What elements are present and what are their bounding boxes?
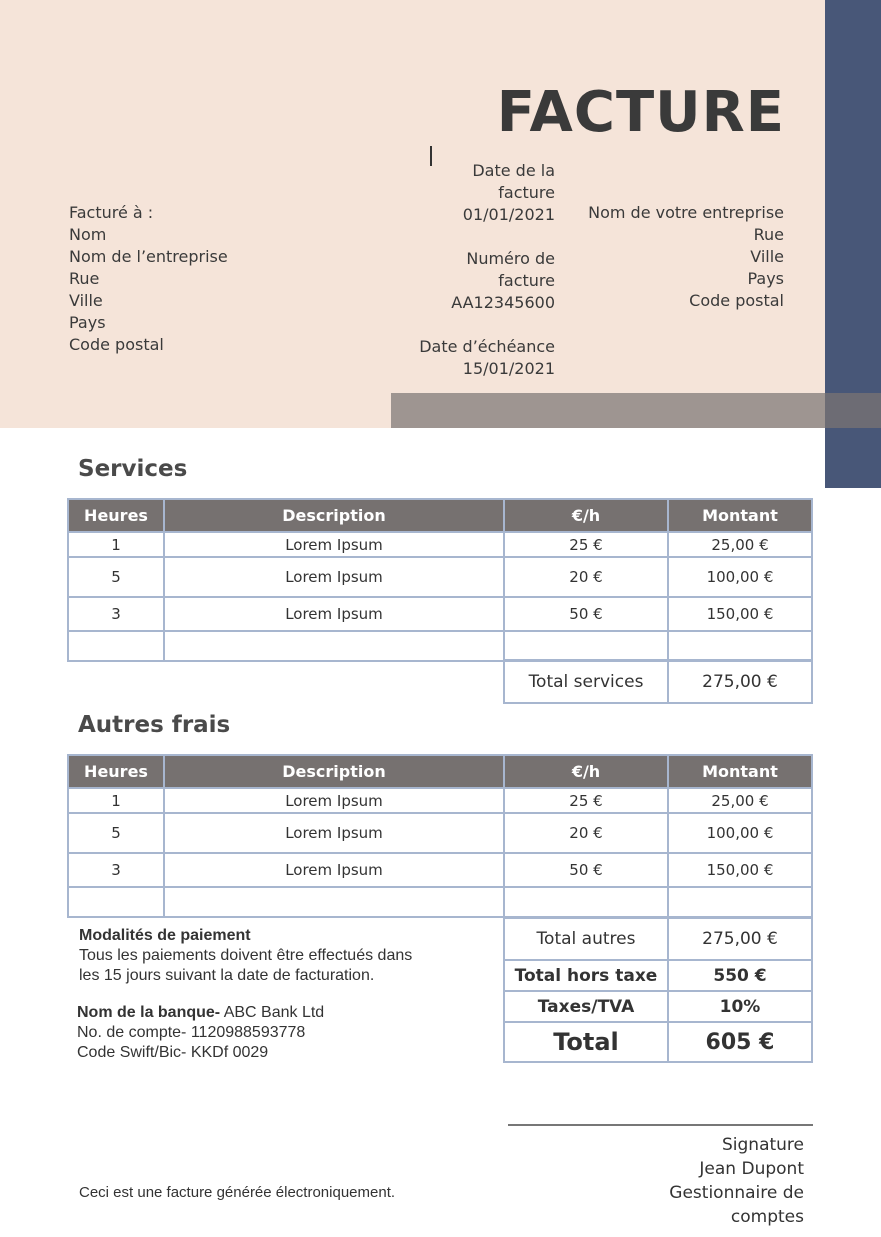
cell-rate: 20 € bbox=[504, 813, 668, 853]
signer-role-line-1: Gestionnaire de bbox=[669, 1183, 804, 1203]
bank-name-value: ABC Bank Ltd bbox=[220, 1004, 325, 1021]
bank-details-block bbox=[77, 1003, 324, 1063]
table-row bbox=[68, 597, 812, 631]
col-header-description: Description bbox=[164, 755, 504, 788]
cell-hours: 1 bbox=[68, 532, 164, 557]
decorative-grey-band bbox=[391, 393, 825, 428]
cell-hours: 5 bbox=[68, 813, 164, 853]
invoice-number-label-2: facture bbox=[498, 271, 555, 290]
payment-terms-line-2: les 15 jours suivant la date de facturation. bbox=[79, 967, 375, 984]
signer-name: Jean Dupont bbox=[699, 1159, 804, 1179]
cell-description: Lorem Ipsum bbox=[164, 853, 504, 887]
company-name: Nom de votre entreprise bbox=[588, 203, 784, 222]
cell-hours: 1 bbox=[68, 788, 164, 813]
bill-to-company: Nom de l’entreprise bbox=[69, 247, 228, 266]
grand-total-value: 605 € bbox=[668, 1022, 812, 1062]
invoice-meta-block bbox=[405, 160, 555, 380]
invoice-number-label-1: Numéro de bbox=[466, 249, 555, 268]
cell-hours bbox=[68, 631, 164, 661]
company-postal-code: Code postal bbox=[689, 291, 784, 310]
cell-hours bbox=[68, 887, 164, 917]
cell-amount bbox=[668, 631, 812, 661]
table-row bbox=[68, 788, 812, 813]
account-number: No. de compte- 1120988593778 bbox=[77, 1024, 306, 1041]
cell-rate: 25 € bbox=[504, 788, 668, 813]
table-row-empty bbox=[68, 887, 812, 917]
signature-line bbox=[508, 1124, 813, 1126]
cell-description: Lorem Ipsum bbox=[164, 532, 504, 557]
other-total-label: Total autres bbox=[504, 918, 668, 960]
bank-name-line bbox=[77, 1003, 324, 1023]
cell-hours: 3 bbox=[68, 597, 164, 631]
cell-rate bbox=[504, 631, 668, 661]
table-row bbox=[68, 532, 812, 557]
col-header-amount: Montant bbox=[668, 499, 812, 532]
cell-amount: 25,00 € bbox=[668, 532, 812, 557]
cell-description: Lorem Ipsum bbox=[164, 813, 504, 853]
payment-terms-block bbox=[79, 926, 412, 986]
company-city: Ville bbox=[750, 247, 784, 266]
cell-rate: 50 € bbox=[504, 597, 668, 631]
pretax-total-label: Total hors taxe bbox=[504, 960, 668, 991]
bill-to-country: Pays bbox=[69, 313, 106, 332]
bill-to-street: Rue bbox=[69, 269, 100, 288]
cell-description: Lorem Ipsum bbox=[164, 597, 504, 631]
invoice-number-value: AA12345600 bbox=[451, 293, 555, 312]
services-total-table bbox=[503, 659, 813, 704]
services-header-row bbox=[68, 499, 812, 532]
decorative-grey-band-dark bbox=[825, 393, 881, 428]
tax-value: 10% bbox=[668, 991, 812, 1022]
cell-amount: 25,00 € bbox=[668, 788, 812, 813]
tax-label: Taxes/TVA bbox=[504, 991, 668, 1022]
col-header-rate: €/h bbox=[504, 755, 668, 788]
cell-amount: 150,00 € bbox=[668, 853, 812, 887]
footer-note: Ceci est une facture générée électroniquement. bbox=[79, 1184, 396, 1201]
services-total-value: 275,00 € bbox=[668, 660, 812, 703]
invoice-date-label-1: Date de la bbox=[472, 161, 555, 180]
cell-rate: 50 € bbox=[504, 853, 668, 887]
grand-total-label: Total bbox=[504, 1022, 668, 1062]
signer-role-line-2: comptes bbox=[730, 1207, 804, 1227]
other-fees-header-row bbox=[68, 755, 812, 788]
col-header-description: Description bbox=[164, 499, 504, 532]
cell-amount bbox=[668, 887, 812, 917]
services-title: Services bbox=[78, 456, 188, 482]
cell-amount: 100,00 € bbox=[668, 813, 812, 853]
cell-amount: 100,00 € bbox=[668, 557, 812, 597]
pretax-total-row bbox=[504, 960, 812, 991]
other-fees-title: Autres frais bbox=[78, 712, 231, 738]
col-header-amount: Montant bbox=[668, 755, 812, 788]
cell-rate bbox=[504, 887, 668, 917]
bill-to-postal-code: Code postal bbox=[69, 335, 164, 354]
invoice-date-value: 01/01/2021 bbox=[462, 205, 555, 224]
other-total-value: 275,00 € bbox=[668, 918, 812, 960]
signature-label: Signature bbox=[721, 1135, 804, 1155]
pretax-total-value: 550 € bbox=[668, 960, 812, 991]
company-block bbox=[560, 202, 784, 312]
cell-description bbox=[164, 887, 504, 917]
cell-hours: 3 bbox=[68, 853, 164, 887]
cell-rate: 20 € bbox=[504, 557, 668, 597]
table-row bbox=[68, 853, 812, 887]
cell-description: Lorem Ipsum bbox=[164, 557, 504, 597]
table-row bbox=[68, 813, 812, 853]
bank-name-label: Nom de la banque- bbox=[77, 1004, 221, 1021]
col-header-hours: Heures bbox=[68, 755, 164, 788]
invoice-date-label-2: facture bbox=[498, 183, 555, 202]
due-date-value: 15/01/2021 bbox=[462, 359, 555, 378]
services-total-label: Total services bbox=[504, 660, 668, 703]
table-row-empty bbox=[68, 631, 812, 661]
cell-rate: 25 € bbox=[504, 532, 668, 557]
cell-description bbox=[164, 631, 504, 661]
cell-hours: 5 bbox=[68, 557, 164, 597]
cell-amount: 150,00 € bbox=[668, 597, 812, 631]
bill-to-city: Ville bbox=[69, 291, 103, 310]
services-table bbox=[67, 498, 813, 662]
bill-to-label: Facturé à : bbox=[69, 203, 154, 222]
other-fees-table bbox=[67, 754, 813, 918]
payment-terms-line-1: Tous les paiements doivent être effectués dans bbox=[79, 947, 413, 964]
bill-to-name: Nom bbox=[69, 225, 107, 244]
table-row bbox=[68, 557, 812, 597]
summary-totals-table bbox=[503, 917, 813, 1063]
services-total-row bbox=[504, 660, 812, 703]
tax-row bbox=[504, 991, 812, 1022]
payment-terms-title: Modalités de paiement bbox=[79, 927, 251, 944]
due-date-label: Date d’échéance bbox=[419, 337, 555, 356]
grand-total-row bbox=[504, 1022, 812, 1062]
col-header-rate: €/h bbox=[504, 499, 668, 532]
other-total-row bbox=[504, 918, 812, 960]
company-street: Rue bbox=[753, 225, 784, 244]
bill-to-block bbox=[69, 202, 228, 356]
company-country: Pays bbox=[747, 269, 784, 288]
signature-block bbox=[560, 1133, 804, 1229]
col-header-hours: Heures bbox=[68, 499, 164, 532]
cell-description: Lorem Ipsum bbox=[164, 788, 504, 813]
invoice-title: FACTURE bbox=[496, 80, 785, 145]
swift-code: Code Swift/Bic- KKDf 0029 bbox=[77, 1044, 269, 1061]
